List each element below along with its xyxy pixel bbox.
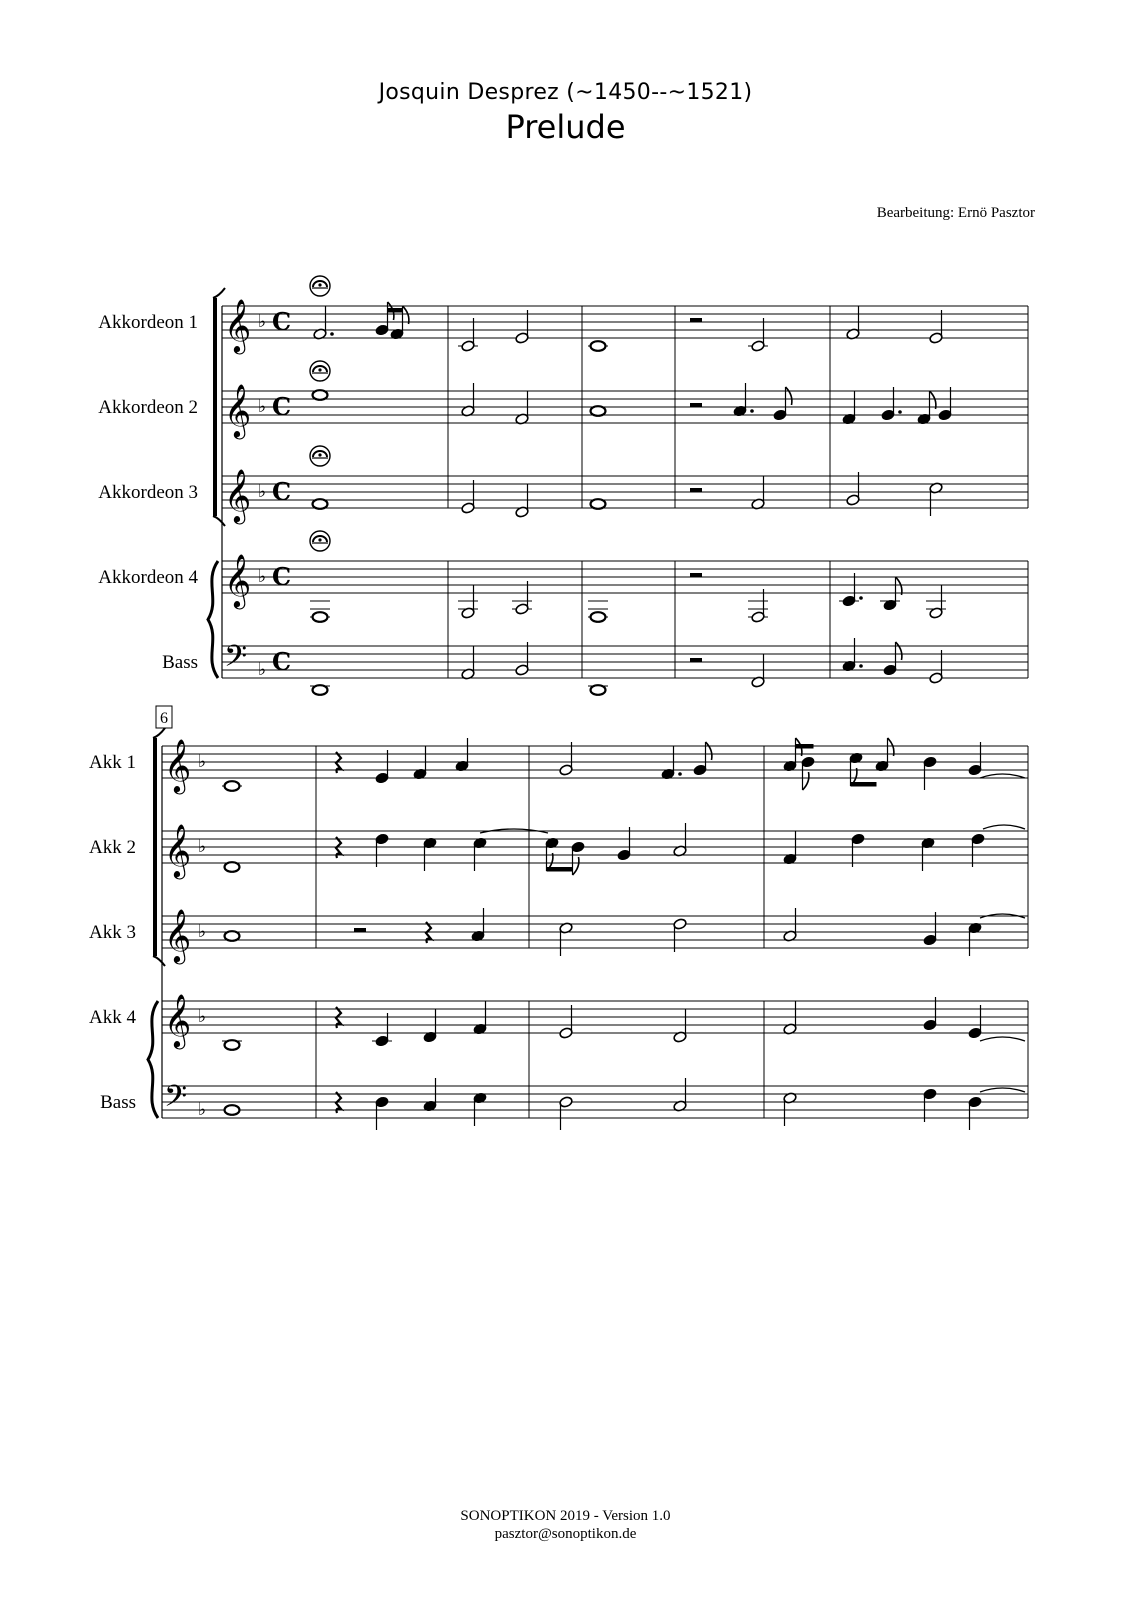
- staff-label: Akkordeon 1: [98, 312, 198, 333]
- half-rest: [690, 573, 702, 577]
- common-time-icon: C: [272, 477, 292, 506]
- half-rest: [354, 928, 366, 932]
- staff-label: Akk 1: [89, 752, 136, 773]
- staff-label: Akkordeon 3: [98, 482, 198, 503]
- note-flag: [896, 577, 902, 595]
- half-rest: [690, 318, 702, 322]
- note-flag: [706, 742, 712, 760]
- tie: [983, 825, 1025, 829]
- augmentation-dot: [859, 664, 863, 668]
- whole-note: [225, 1105, 240, 1115]
- whole-note: [225, 931, 240, 941]
- common-time-icon: C: [272, 307, 292, 336]
- staff-label: Akk 2: [89, 837, 136, 858]
- note-flag: [403, 306, 409, 324]
- system-bracket: [213, 298, 217, 516]
- treble-clef-icon: 𝄞: [224, 383, 252, 437]
- augmentation-dot: [859, 596, 863, 600]
- common-time-icon: C: [272, 647, 292, 676]
- half-rest: [690, 403, 702, 407]
- whole-note: [313, 685, 328, 695]
- whole-note: [591, 341, 606, 351]
- whole-note: [591, 685, 606, 695]
- whole-note: [591, 612, 606, 622]
- flat-sign: ♭: [258, 660, 267, 680]
- note-flag: [888, 738, 894, 756]
- flat-sign: ♭: [198, 752, 207, 772]
- whole-note: [313, 612, 328, 622]
- treble-clef-icon: 𝄞: [164, 993, 192, 1047]
- staff-label: Bass: [162, 652, 198, 673]
- footer: [0, 1507, 1131, 1543]
- augmentation-dot: [750, 409, 754, 413]
- bracket-hook: [213, 288, 225, 298]
- tie: [980, 1088, 1025, 1092]
- tie: [980, 1037, 1025, 1041]
- beam: [851, 782, 877, 787]
- half-rest: [690, 658, 702, 662]
- whole-note: [591, 406, 606, 416]
- composer-line: Josquin Desprez (~1450--~1521): [378, 80, 753, 105]
- note-flag: [573, 857, 579, 875]
- arranger-credit: Bearbeitung: Ernö Pasztor: [876, 205, 1035, 221]
- bracket-hook: [153, 728, 165, 738]
- augmentation-dot: [678, 772, 682, 776]
- fermata-dot: [318, 453, 321, 456]
- staff-label: Bass: [100, 1092, 136, 1113]
- treble-clef-icon: 𝄞: [224, 553, 252, 607]
- fermata-dot: [318, 283, 321, 286]
- note-flag: [803, 772, 809, 790]
- system-1: [98, 276, 1028, 695]
- treble-clef-icon: 𝄞: [164, 908, 192, 962]
- flat-sign: ♭: [258, 482, 267, 502]
- staff-label: Akk 4: [89, 1007, 136, 1028]
- fermata-dot: [318, 368, 321, 371]
- fermata-dot: [318, 538, 321, 541]
- piano-brace: [148, 1001, 158, 1118]
- bass-clef-icon: 𝄢: [164, 1080, 188, 1121]
- whole-note: [313, 390, 328, 400]
- common-time-icon: C: [272, 392, 292, 421]
- whole-note: [225, 1040, 240, 1050]
- flat-sign: ♭: [258, 567, 267, 587]
- flat-sign: ♭: [258, 312, 267, 332]
- whole-note: [313, 499, 328, 509]
- note-flag: [786, 387, 792, 405]
- note-flag: [896, 642, 902, 660]
- beam: [547, 867, 573, 872]
- whole-note: [591, 499, 606, 509]
- footer-version: SONOPTIKON 2019 - Version 1.0: [460, 1508, 671, 1524]
- staff-label: Akkordeon 2: [98, 397, 198, 418]
- staff-label: Akk 3: [89, 922, 136, 943]
- staff-label: Akkordeon 4: [98, 567, 198, 588]
- measure-number: 6: [160, 710, 168, 727]
- system-2: [89, 706, 1028, 1130]
- whole-note: [225, 862, 240, 872]
- augmentation-dot: [898, 410, 902, 414]
- piano-brace: [208, 561, 218, 678]
- whole-note: [225, 781, 240, 791]
- system-bracket: [153, 738, 157, 956]
- half-rest: [690, 488, 702, 492]
- page-title: Prelude: [505, 108, 626, 146]
- treble-clef-icon: 𝄞: [164, 823, 192, 877]
- treble-clef-icon: 𝄞: [224, 468, 252, 522]
- flat-sign: ♭: [198, 1100, 207, 1120]
- bass-clef-icon: 𝄢: [224, 640, 248, 681]
- note-flag: [930, 391, 936, 409]
- flat-sign: ♭: [198, 837, 207, 857]
- flat-sign: ♭: [198, 922, 207, 942]
- beam: [796, 744, 814, 749]
- beam: [388, 308, 403, 313]
- footer-email: pasztor@sonoptikon.de: [494, 1526, 637, 1542]
- common-time-icon: C: [272, 562, 292, 591]
- treble-clef-icon: 𝄞: [224, 298, 252, 352]
- flat-sign: ♭: [258, 397, 267, 417]
- treble-clef-icon: 𝄞: [164, 738, 192, 792]
- augmentation-dot: [330, 332, 334, 336]
- flat-sign: ♭: [198, 1007, 207, 1027]
- tie: [980, 774, 1025, 778]
